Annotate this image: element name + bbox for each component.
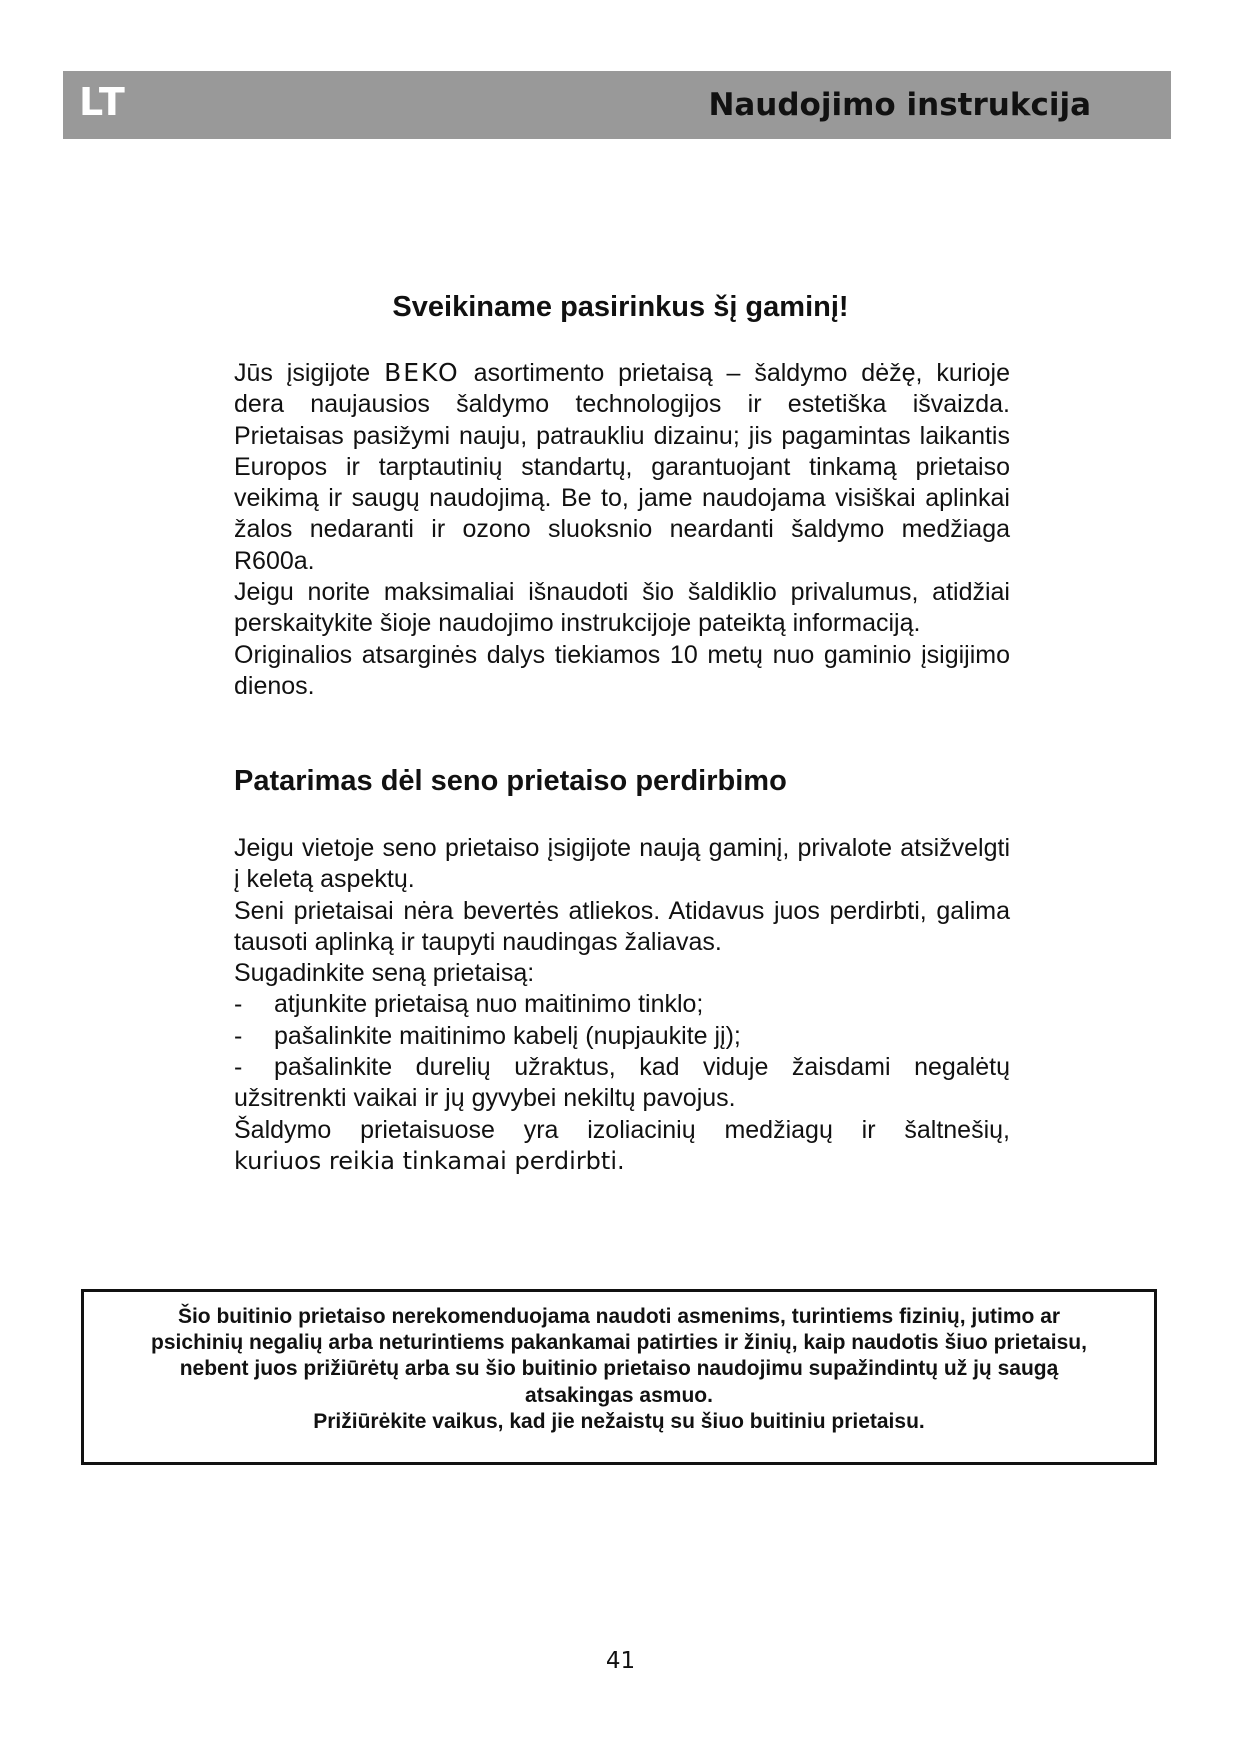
recycling-paragraph-3: Sugadinkite seną prietaisą: xyxy=(234,959,535,988)
recycling-paragraph-2: Seni prietaisai nėra bevertės atliekos. Atidavus juos perdirbti, galima tausoti aplinką ir taupyti naudingas žaliavas. xyxy=(234,896,1010,956)
notice-line: atsakingas asmuo. xyxy=(525,1383,713,1407)
intro-rest: asortimento prietaisą – šaldymo dėžę, kurioje dera naujausios šaldymo technologijos ir estetiška išvaizda. Prietaisas pasižymi nauju, patraukliu dizainu; jis pagamintas laikantis Europos ir tarptautinių standartų, garantuojant tinkamą prietaiso veikimą ir saugų naudojimą. Be to, jame naudojama visiškai aplinkai žalos nedaranti ir ozono sluoksnio neardanti šaldymo medžiaga R600a. xyxy=(234,359,1011,575)
page-number: 41 xyxy=(605,1648,636,1674)
list-item xyxy=(234,1052,1010,1083)
list-dash: - xyxy=(234,990,243,1019)
recycling-paragraph-1: Jeigu vietoje seno prietaiso įsigijote naują gaminį, privalote atsižvelgti į keletą aspektų. xyxy=(234,834,1010,894)
intro-prefix: Jūs įsigijote xyxy=(234,359,371,387)
notice-line: nebent juos prižiūrėtų arba su šio buitinio prietaiso naudojimu supažindintų už jų saugą xyxy=(179,1357,1059,1381)
recycling-paragraph-4-end: kuriuos reikia tinkamai perdirbti. xyxy=(234,1146,625,1175)
notice-line: psichinių negalių arba neturintiems pakankamai patirties ir žinių, kaip naudotis šiuo prietaisu, xyxy=(151,1331,1087,1355)
recycling-paragraph-4: Šaldymo prietaisuose yra izoliacinių medžiagų ir šaltnešių, xyxy=(234,1115,1010,1144)
list-item xyxy=(234,989,1010,1020)
list-item xyxy=(234,1021,1010,1052)
welcome-title: Sveikiname pasirinkus šį gaminį! xyxy=(392,291,849,323)
safety-notice-box xyxy=(81,1289,1157,1465)
recycling-section xyxy=(234,833,1010,1177)
list-item-text: pašalinkite maitinimo kabelį (nupjaukite jį); xyxy=(274,1021,741,1050)
list-dash: - xyxy=(234,1053,243,1082)
header-bar xyxy=(63,71,1171,139)
list-item-text: pašalinkite durelių užraktus, kad viduje žaisdami negalėtų xyxy=(274,1053,1010,1082)
intro-section xyxy=(234,357,1010,702)
brand-name: BEKO xyxy=(384,358,460,387)
recycling-heading: Patarimas dėl seno prietaiso perdirbimo xyxy=(234,765,787,797)
spare-parts-paragraph: Originalios atsarginės dalys tiekiamos 10 metų nuo gaminio įsigijimo dienos. xyxy=(234,640,1010,700)
header-title: Naudojimo instrukcija xyxy=(708,87,1091,123)
usage-paragraph: Jeigu norite maksimaliai išnaudoti šio šaldiklio privalumus, atidžiai perskaitykite šioje naudojimo instrukcijoje pateiktą informaciją. xyxy=(234,578,1010,638)
list-item-text: atjunkite prietaisą nuo maitinimo tinklo; xyxy=(274,990,704,1019)
language-code: LT xyxy=(79,80,127,124)
list-item-continuation: užsitrenkti vaikai ir jų gyvybei nekiltų pavojus. xyxy=(234,1084,736,1113)
notice-line: Prižiūrėkite vaikus, kad jie nežaistų su šiuo buitiniu prietaisu. xyxy=(313,1409,925,1433)
intro-paragraph xyxy=(234,357,1010,577)
notice-line: Šio buitinio prietaiso nerekomenduojama naudoti asmenims, turintiems fizinių, jutimo ar xyxy=(177,1305,1061,1328)
list-dash: - xyxy=(234,1021,243,1050)
